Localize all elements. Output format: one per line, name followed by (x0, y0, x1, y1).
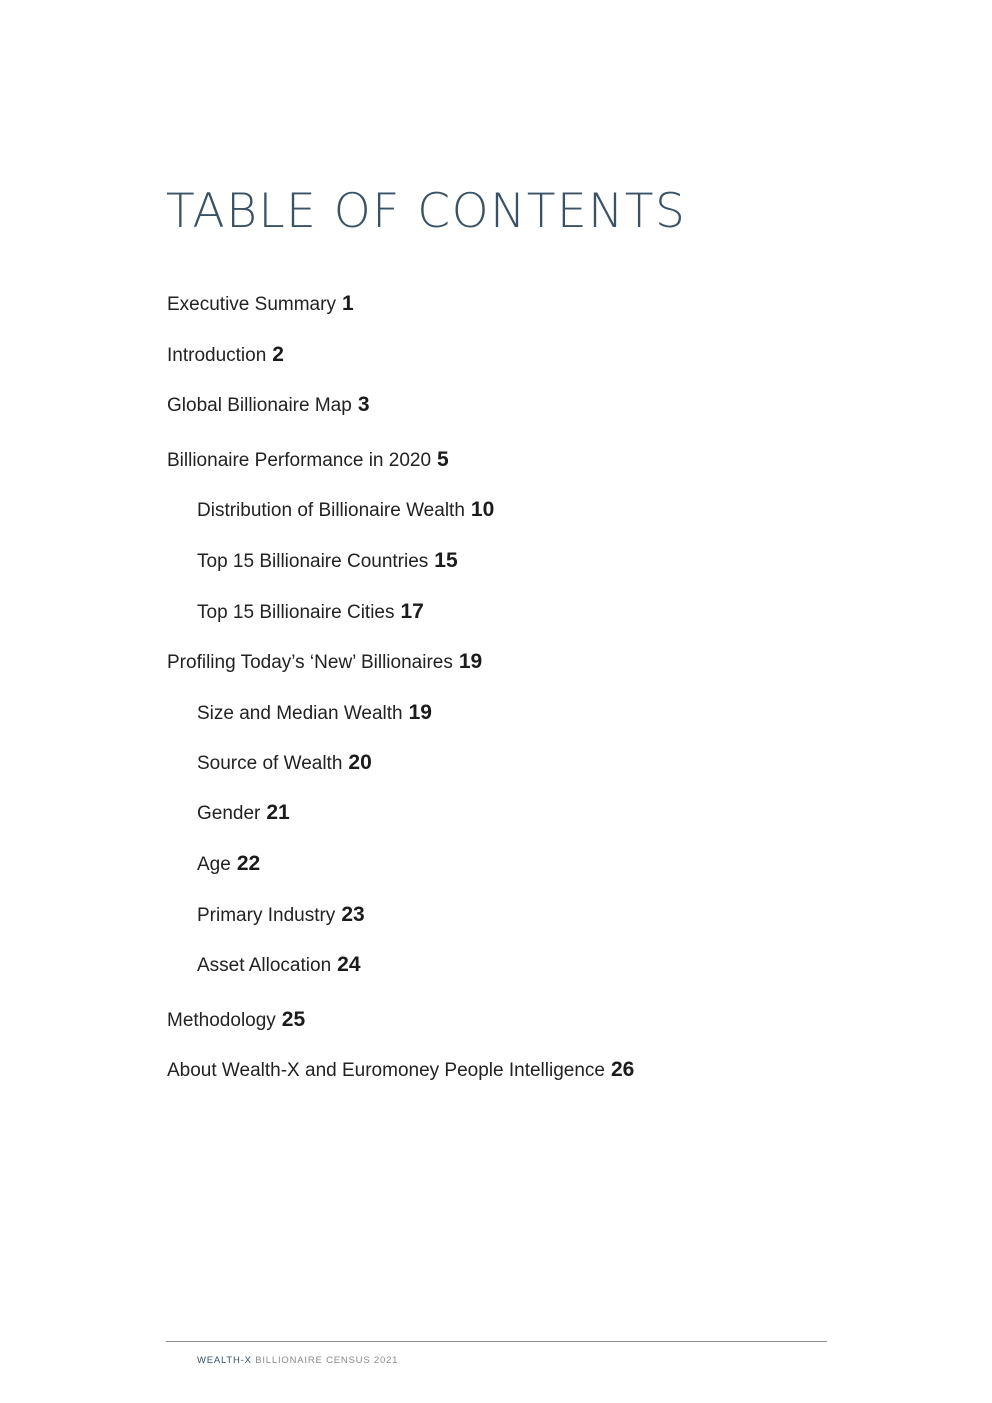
footer-divider (166, 1341, 827, 1342)
toc-entry[interactable] (167, 1057, 634, 1084)
footer-document-title: BILLIONAIRE CENSUS 2021 (255, 1355, 399, 1366)
toc-entry[interactable] (167, 392, 370, 419)
footer-brand: WEALTH-X (197, 1355, 252, 1366)
toc-entry[interactable] (197, 599, 424, 626)
toc-entry[interactable] (197, 851, 260, 878)
toc-page-number: 20 (348, 751, 372, 774)
toc-entry[interactable] (197, 548, 458, 575)
toc-page-number: 25 (281, 1008, 306, 1031)
toc-entry-label: Profiling Today’s ‘New’ Billionaires (167, 652, 453, 673)
toc-entry-label: Billionaire Performance in 2020 (167, 450, 432, 471)
toc-page-number: 1 (341, 292, 354, 315)
toc-entry[interactable] (197, 952, 361, 979)
toc-entry[interactable] (167, 649, 482, 676)
toc-page-number: 10 (470, 498, 495, 521)
toc-page-number: 5 (437, 448, 449, 471)
toc-page-number: 2 (272, 343, 284, 366)
footer (197, 1355, 398, 1367)
toc-entry[interactable] (197, 800, 290, 827)
toc-page-number: 17 (400, 600, 424, 623)
toc-entry-label: Size and Median Wealth (197, 703, 403, 724)
toc-entry-label: Gender (197, 803, 261, 824)
toc-entry-label: Asset Allocation (197, 955, 332, 976)
toc-entry-label: Top 15 Billionaire Cities (197, 602, 395, 623)
toc-entry[interactable] (197, 700, 432, 727)
toc-entry-label: Executive Summary (167, 294, 336, 315)
toc-entry[interactable] (167, 447, 449, 474)
toc-page-number: 21 (266, 801, 290, 824)
toc-entry[interactable] (197, 902, 365, 929)
toc-entry-label: Primary Industry (197, 905, 336, 926)
toc-entry-label: About Wealth-X and Euromoney People Intelligence (167, 1060, 605, 1081)
toc-entry-label: Introduction (167, 345, 267, 366)
toc-entry-label: Age (197, 854, 231, 875)
toc-page-number: 23 (341, 903, 365, 926)
toc-entry[interactable] (167, 342, 284, 369)
toc-entry-label: Distribution of Billionaire Wealth (197, 500, 465, 521)
toc-page-number: 26 (610, 1058, 635, 1081)
toc-page-number: 3 (357, 393, 370, 416)
toc-entry-label: Methodology (167, 1010, 276, 1031)
toc-entry[interactable] (167, 1007, 305, 1034)
toc-page-number: 19 (458, 650, 483, 673)
toc-entry-label: Source of Wealth (197, 753, 343, 774)
toc-entry[interactable] (197, 497, 494, 524)
toc-entry-label: Global Billionaire Map (167, 395, 352, 416)
toc-entry[interactable] (197, 750, 372, 777)
toc-entry-label: Top 15 Billionaire Countries (197, 551, 429, 572)
page-title: TABLE OF CONTENTS (166, 184, 687, 239)
toc-page-number: 24 (337, 953, 361, 976)
toc-page-number: 22 (236, 852, 261, 875)
toc-entry[interactable] (167, 291, 354, 318)
toc-page-number: 19 (408, 701, 432, 724)
toc-page-number: 15 (434, 549, 458, 572)
